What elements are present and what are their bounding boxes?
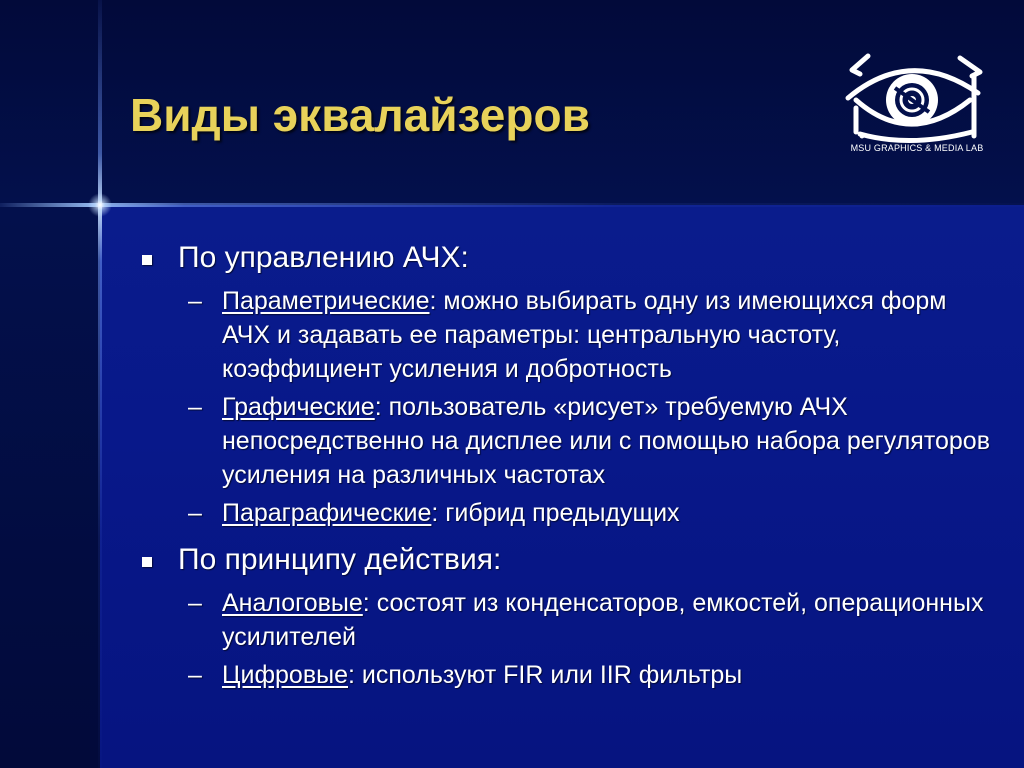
horizontal-glow-line xyxy=(0,203,1024,207)
term-link: Графические xyxy=(222,393,375,421)
section-heading-text: По управлению АЧХ: xyxy=(178,241,469,274)
section-heading xyxy=(140,542,1000,578)
slide-title: Виды эквалайзеров xyxy=(130,89,590,141)
list-item xyxy=(140,390,1000,492)
dash-bullet: – xyxy=(188,393,202,421)
vertical-glow-line xyxy=(98,0,102,768)
left-band xyxy=(0,205,100,768)
term-link: Параметрические xyxy=(222,287,430,315)
section-heading xyxy=(140,240,1000,276)
square-bullet-icon xyxy=(142,255,152,265)
light-spark xyxy=(88,193,112,217)
slide-content xyxy=(140,240,1000,696)
list-item xyxy=(140,658,1000,692)
item-description: : гибрид предыдущих xyxy=(431,499,680,527)
item-description: : можно выбирать одну из имеющихся форм АЧХ и задавать ее параметры: центральную частоту, коэффициент усиления и добротность xyxy=(222,287,947,383)
list-item xyxy=(140,496,1000,530)
logo-caption: MSU GRAPHICS & MEDIA LAB xyxy=(850,143,984,153)
dash-bullet: – xyxy=(188,589,202,617)
list-item xyxy=(140,284,1000,386)
dash-bullet: – xyxy=(188,661,202,689)
dash-bullet: – xyxy=(188,499,202,527)
item-description: : состоят из конденсаторов, емкостей, операционных усилителей xyxy=(222,589,984,651)
list-item xyxy=(140,586,1000,654)
item-description: : используют FIR или IIR фильтры xyxy=(348,661,743,689)
eye-logo-icon xyxy=(840,48,990,158)
section-heading-text: По принципу действия: xyxy=(178,543,502,576)
term-link: Параграфические xyxy=(222,499,432,527)
square-bullet-icon xyxy=(142,557,152,567)
dash-bullet: – xyxy=(188,287,202,315)
term-link: Аналоговые xyxy=(222,589,363,617)
term-link: Цифровые xyxy=(222,661,348,689)
item-description: : пользователь «рисует» требуемую АЧХ непосредственно на дисплее или с помощью набора регуляторов усиления на различных частотах xyxy=(222,393,990,489)
